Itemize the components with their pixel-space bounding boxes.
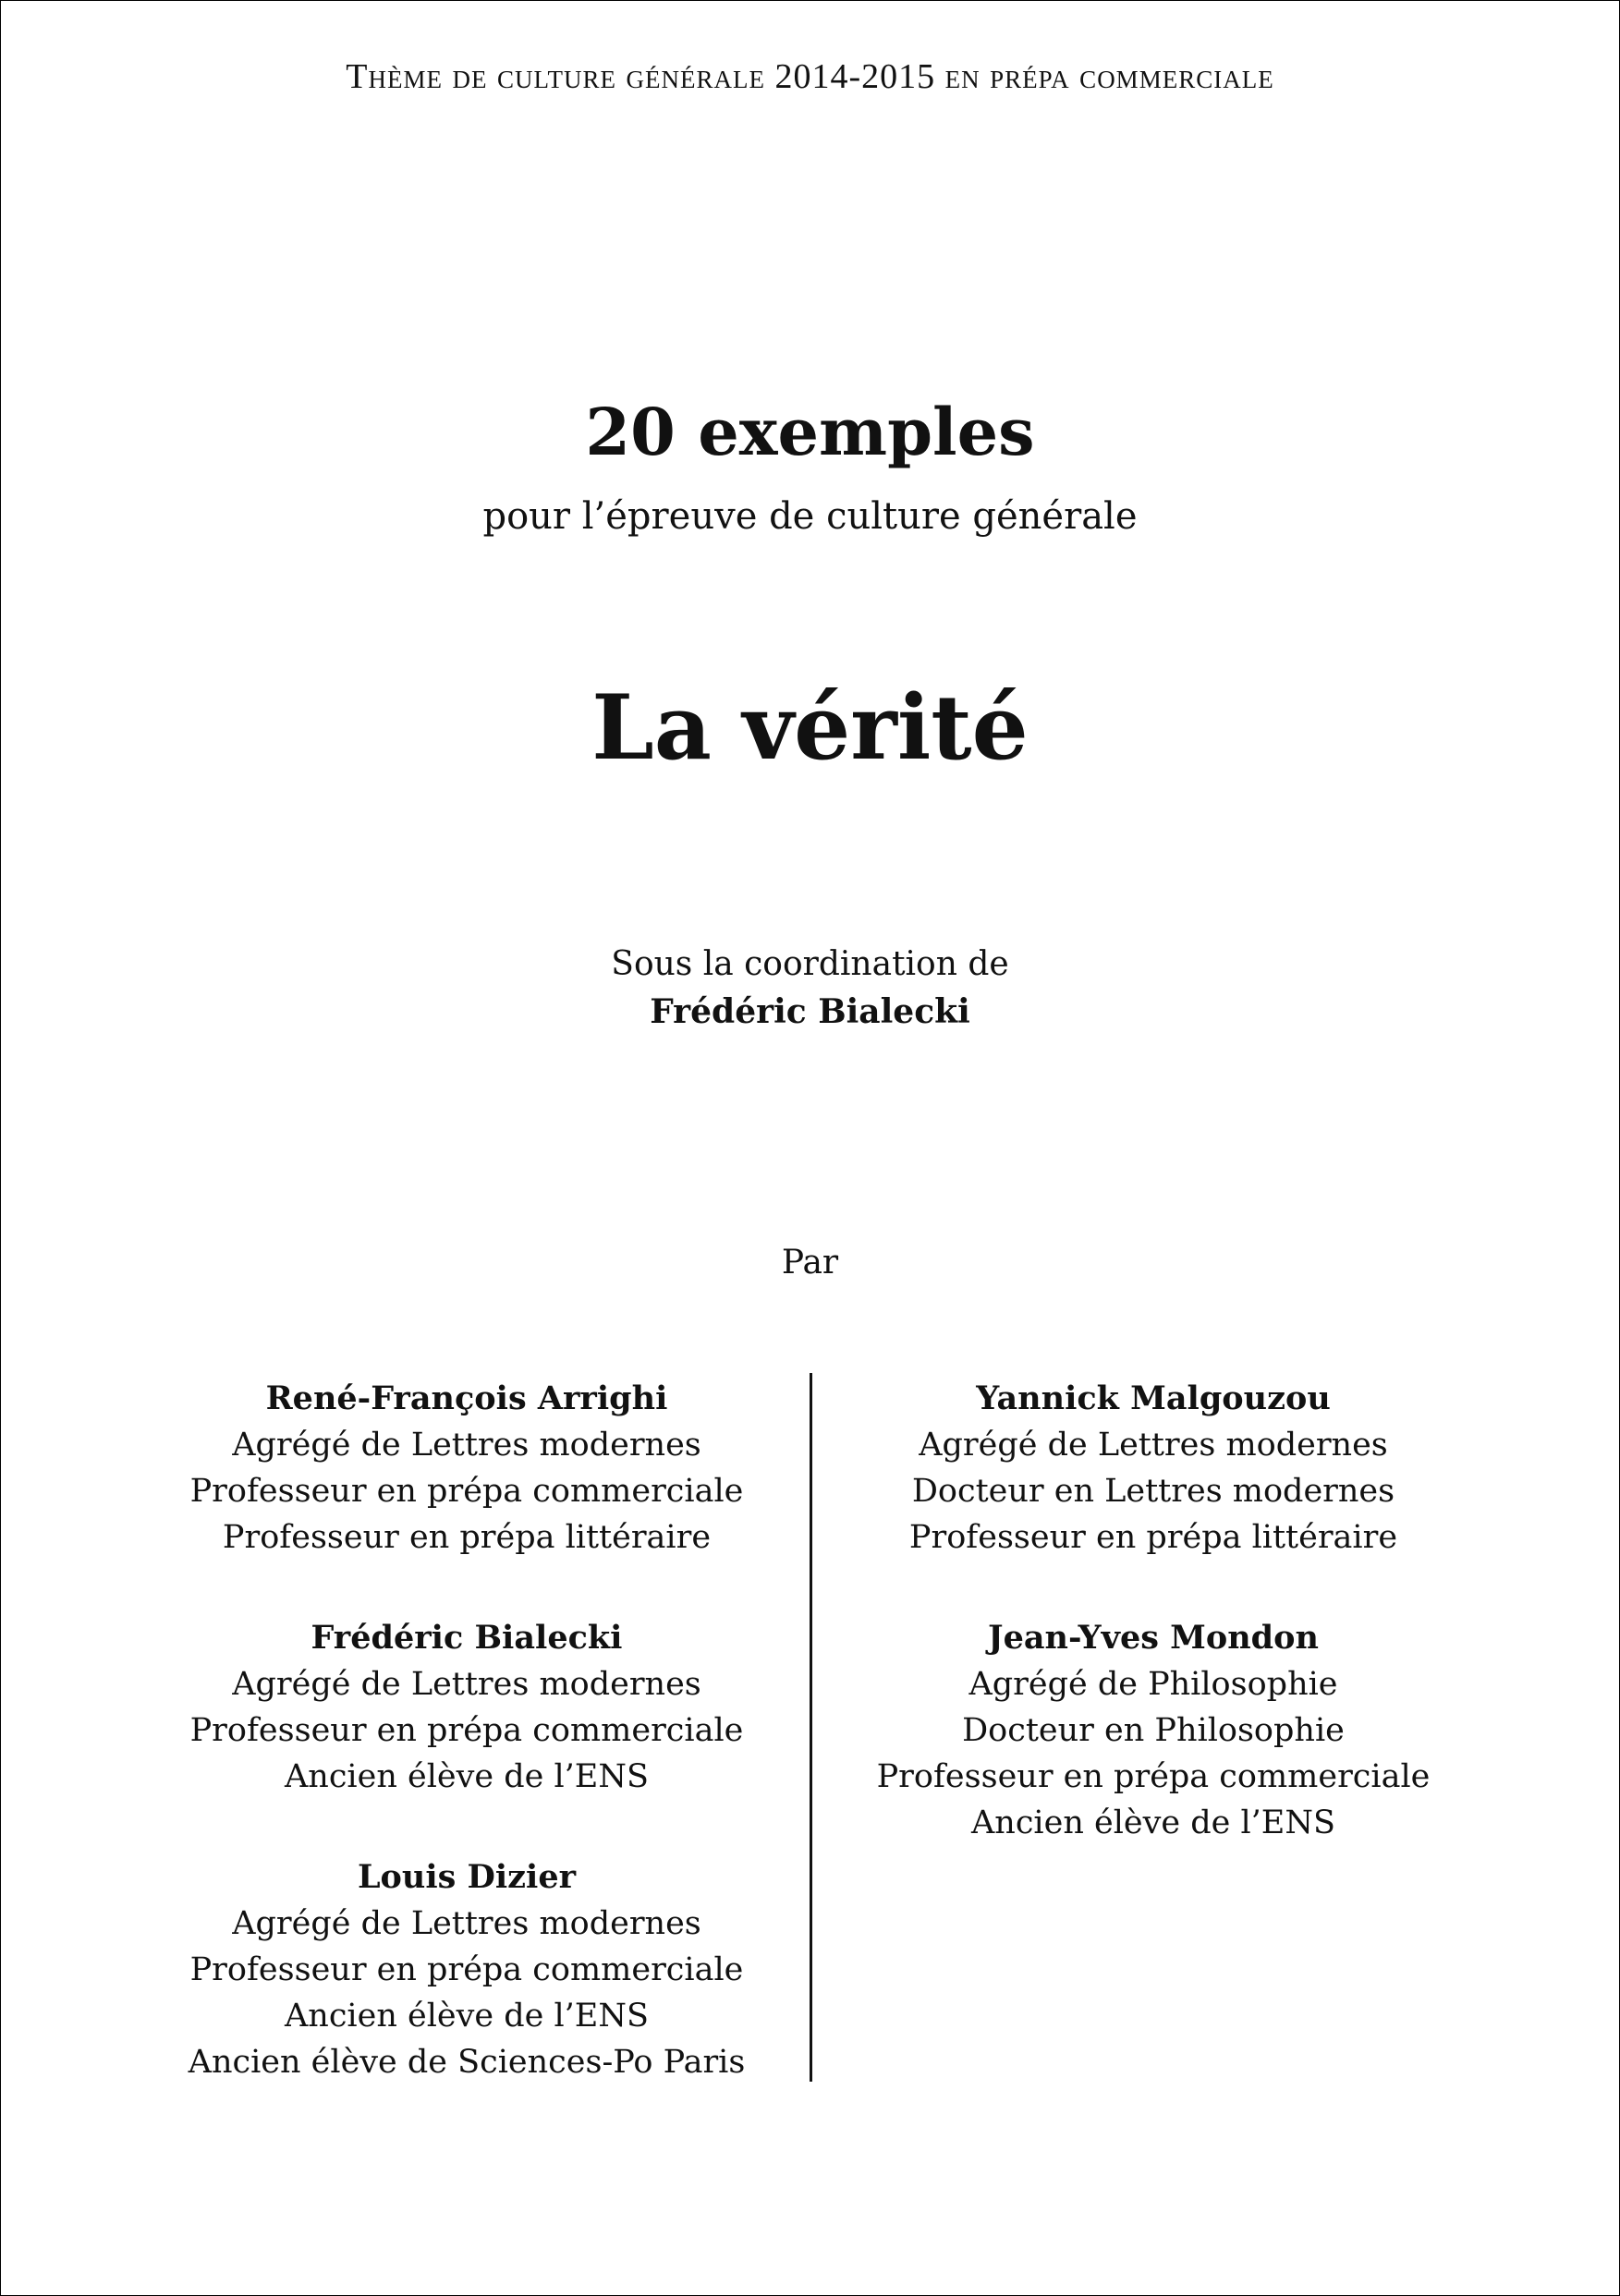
author-block bbox=[116, 1376, 818, 1561]
author-block bbox=[116, 1854, 818, 2085]
author-credential: Ancien élève de l’ENS bbox=[971, 1804, 1335, 1841]
running-header: Thème de culture générale 2014-2015 en prépa commerciale bbox=[346, 57, 1274, 96]
author-credential: Agrégé de Lettres modernes bbox=[232, 1905, 701, 1942]
author-block bbox=[802, 1615, 1504, 1846]
author-credential: Docteur en Philosophie bbox=[962, 1712, 1345, 1749]
author-credential: Professeur en prépa commerciale bbox=[876, 1758, 1431, 1795]
author-credential: Agrégé de Lettres modernes bbox=[919, 1427, 1388, 1464]
author-credential: Agrégé de Lettres modernes bbox=[232, 1666, 701, 1703]
author-name: Jean-Yves Mondon bbox=[988, 1619, 1319, 1657]
author-credential: Professeur en prépa littéraire bbox=[222, 1519, 712, 1556]
author-credential: Ancien élève de l’ENS bbox=[285, 1758, 649, 1795]
author-credential: Professeur en prépa commerciale bbox=[189, 1951, 744, 1988]
authors-left-column bbox=[116, 1376, 818, 2140]
theme-title: La vérité bbox=[591, 675, 1029, 780]
author-credential: Professeur en prépa littéraire bbox=[908, 1519, 1398, 1556]
coordinator-name: Frédéric Bialecki bbox=[650, 992, 970, 1031]
author-name: Frédéric Bialecki bbox=[311, 1619, 623, 1657]
book-subtitle: pour l’épreuve de culture générale bbox=[482, 495, 1138, 538]
by-label: Par bbox=[781, 1244, 839, 1282]
author-name: René-François Arrighi bbox=[265, 1379, 668, 1417]
author-name: Yannick Malgouzou bbox=[976, 1379, 1331, 1417]
author-credential: Agrégé de Lettres modernes bbox=[232, 1427, 701, 1464]
author-credential: Docteur en Lettres modernes bbox=[911, 1473, 1395, 1510]
author-credential: Professeur en prépa commerciale bbox=[189, 1712, 744, 1749]
author-credential: Agrégé de Philosophie bbox=[968, 1666, 1338, 1703]
coordination-label: Sous la coordination de bbox=[611, 945, 1009, 983]
author-credential: Ancien élève de l’ENS bbox=[285, 1998, 649, 2035]
author-name: Louis Dizier bbox=[357, 1858, 577, 1896]
author-credential: Ancien élève de Sciences-Po Paris bbox=[188, 2044, 746, 2081]
author-block bbox=[802, 1376, 1504, 1561]
book-title: 20 exemples bbox=[585, 394, 1035, 470]
author-block bbox=[116, 1615, 818, 1800]
author-credential: Professeur en prépa commerciale bbox=[189, 1473, 744, 1510]
authors-right-column bbox=[802, 1376, 1504, 1901]
